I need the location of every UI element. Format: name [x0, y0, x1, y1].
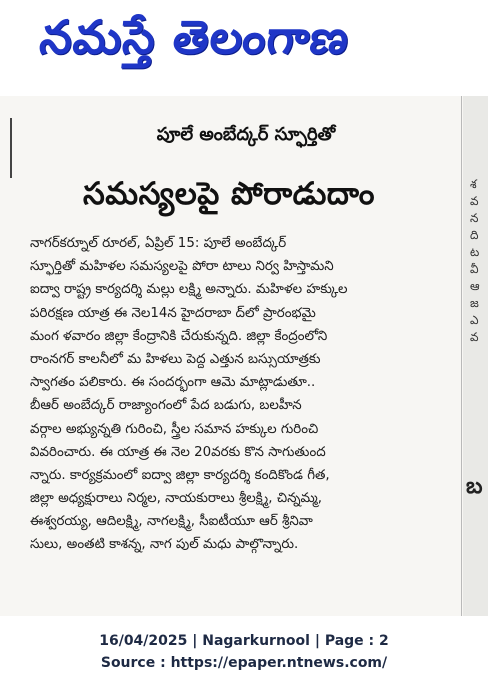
footer-source-link[interactable]: Source : https://epaper.ntnews.com/: [100, 655, 388, 671]
newspaper-logo: నమస్తే తెలంగాణ: [37, 10, 353, 64]
body-line: సులు, అంతటి కాశన్న, నాగ పుల్ మధు పాల్గొన్నారు.: [30, 537, 299, 553]
body-line: ఈశ్వరయ్య, ఆదిలక్ష్మి, నాగలక్ష్మి, సీఐటీయూ ఆర్ శ్రీనివా: [30, 514, 313, 530]
adjacent-column-glyph: వీ: [470, 262, 479, 276]
adjacent-column-glyph: వ: [470, 194, 479, 208]
adjacent-column-glyph: ఎ: [470, 313, 479, 327]
adjacent-column-glyph: ది: [470, 228, 479, 242]
article-body: [30, 232, 458, 557]
adjacent-column-strip: [463, 96, 488, 616]
adjacent-column-glyph: ట: [470, 245, 480, 259]
adjacent-column-glyph: ఆ: [470, 279, 480, 293]
adjacent-column-glyph: వ: [470, 330, 479, 344]
adjacent-column-big-glyph: బ: [466, 474, 483, 499]
body-line: స్ఫూర్తితో మహిళల సమస్యలపై పోరా టాలు నిర్వ హిస్తామని: [30, 259, 334, 275]
masthead: [0, 0, 488, 72]
page-footer: [0, 630, 488, 674]
body-line: వర్గాల అభ్యున్నతి గురించి, స్త్రీల సమాన హక్కుల గురించి: [30, 421, 319, 437]
body-line: మంగ ళవారం జిల్లా కేంద్రానికి చేరుకున్నది. జిల్లా కేంద్రంలోని: [30, 328, 328, 344]
body-line: ఐద్వా రాష్ట్ర కార్యదర్శి మల్లు లక్ష్మి అన్నారు. మహిళల హక్కుల: [30, 282, 348, 298]
column-divider: [461, 96, 462, 616]
adjacent-column-text: [470, 176, 486, 346]
body-line: వివరించారు. ఈ యాత్ర ఈ నెల 20వరకు కొన సాగుతుంద: [30, 444, 326, 460]
left-column-rule: [10, 118, 12, 178]
body-line: స్వాగతం పలికారు. ఈ సందర్భంగా ఆమె మాట్లాడుతూ..: [30, 375, 316, 391]
adjacent-column-glyph: శ: [470, 177, 477, 191]
article-headline: సమస్యలపై పోరాడుదాం: [83, 176, 375, 212]
body-line: బీఆర్ అంబేద్కర్ రాజ్యాంగంలో పేద బడుగు, బలహీన: [30, 398, 302, 414]
footer-date-edition: 16/04/2025 | Nagarkurnool | Page : 2: [99, 633, 389, 649]
body-line: పరిరక్షణ యాత్ర ఈ నెల14న హైదరాబా ద్‌లో ప్రారంభమై: [30, 305, 316, 321]
article-kicker: పూలే అంబేద్కర్ స్ఫూర్తితో: [156, 124, 336, 145]
body-line: నాగర్‌కర్నూల్ రూరల్, ఏప్రిల్ 15: పూలే అంబేద్కర్: [30, 236, 287, 251]
body-line: న్నారు. కార్యక్రమంలో ఐద్వా జిల్లా కార్యదర్శి కందికొండ గీత,: [30, 467, 330, 483]
adjacent-column-glyph: న: [470, 211, 479, 225]
body-line: రాంనగర్ కాలనీలో మ హిళలు పెద్ద ఎత్తున బస్సుయాత్రకు: [30, 351, 321, 367]
body-line: జిల్లా అధ్యక్షురాలు నిర్మల, నాయకురాలు శ్రీలక్ష్మి, చిన్నమ్మ,: [30, 491, 323, 507]
adjacent-column-glyph: జ: [470, 296, 479, 310]
